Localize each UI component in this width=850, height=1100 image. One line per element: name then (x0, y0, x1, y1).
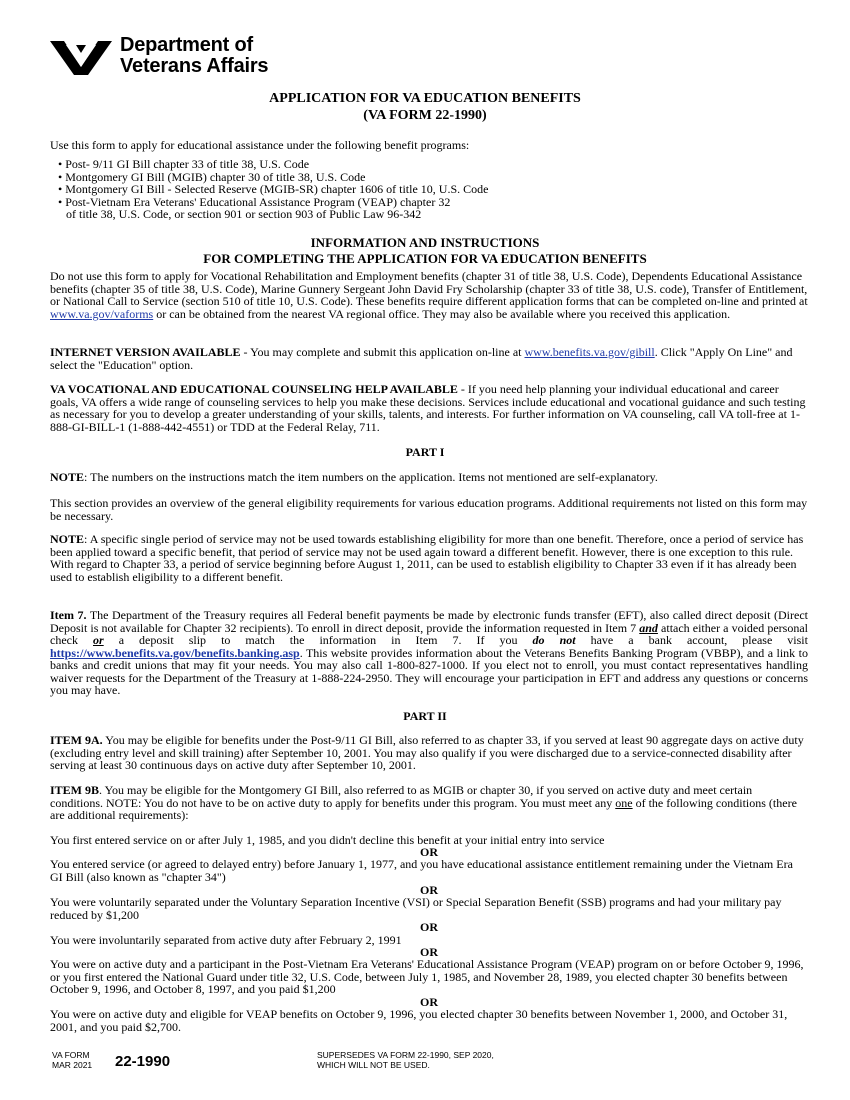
form-title: APPLICATION FOR VA EDUCATION BENEFITS (269, 91, 581, 106)
condition-item: You were voluntarily separated under the Voluntary Separation Incentive (VSI) or Special Separation Benefit (SSB) programs and had your military pay reduced by $1,200 (50, 895, 782, 922)
gibill-link[interactable]: www.benefits.va.gov/gibill (524, 345, 655, 359)
form-subtitle: (VA FORM 22-1990) (363, 108, 487, 123)
overview-paragraph: This section provides an overview of the general eligibility requirements for various education programs. Additional requirements not listed on this form may be necessary. (50, 496, 808, 523)
condition-item: You were involuntarily separated from active duty after February 2, 1991 (50, 933, 402, 947)
condition-item: You entered service (or agreed to delayed entry) before January 1, 1977, and you have educational assistance entitlement remaining under the Vietnam Era GI Bill (also known as "chapter 34") (50, 857, 793, 884)
instructions-paragraph: Do not use this form to apply for Vocational Rehabilitation and Employment benefits (chapter 31 of title 38, U.S. Code), Dependents Educational Assistance benefits (chapter 35 of title 38, U.S. Code), Marine Gunnery Sergeant John David Fry Scholarship (chapter 33 of title 38, U.S. code), Transfer of Entitlement, or National Call to Service (section 510 of title 10, U.S. Code). These benefits require different application forms that can be completed on-line and printed at www.va.gov/vaforms or can be obtained from the nearest VA regional office. They may also be available where you received this application. (50, 269, 808, 321)
org-name-line2: Veterans Affairs (120, 55, 269, 77)
or-separator: OR (420, 920, 438, 934)
or-separator: OR (420, 995, 438, 1009)
item-7-paragraph: Item 7. The Department of the Treasury requires all Federal benefit payments be made by electronic funds transfer (EFT), also called direct deposit (Direct Deposit is not available for Chapter 32 recipients). To enroll in direct deposit, provide the information requested in Item 7 and attach either a voided personal check or a deposit slip to match the information in Item 7. If you do not have a bank account, please visit https://www.benefits.va.gov/benefits.banking.asp. This website provides information about the Veterans Benefits Banking Program (VBBP), and a link to banks and credit unions that may fit your needs. You may also call 1-800-827-1000. If you elect not to enroll, you must contact representatives handling waiver requests for the Department of the Treasury at 1-888-224-2950. They will encourage your participation in EFT and address any questions or concerns you may have. (50, 608, 808, 697)
note-paragraph: NOTE: The numbers on the instructions match the item numbers on the application. Items not mentioned are self-explanatory. (50, 470, 658, 484)
org-name-line1: Department of (120, 34, 253, 56)
vaforms-link[interactable]: www.va.gov/vaforms (50, 306, 154, 321)
benefit-program-list (58, 158, 758, 221)
footer-form-number: 22-1990 (115, 1053, 171, 1070)
va-seal-icon (50, 37, 112, 77)
condition-item: You first entered service on or after July 1, 1985, and you didn't decline this benefit at your initial entry into service (50, 833, 605, 847)
footer-form-label: VA FORM MAR 2021 (52, 1050, 93, 1070)
intro-text: Use this form to apply for educational assistance under the following benefit programs: (50, 138, 470, 152)
instructions-subheading: FOR COMPLETING THE APPLICATION FOR VA EDUCATION BENEFITS (203, 251, 647, 266)
or-separator: OR (420, 945, 438, 959)
list-item: • Montgomery GI Bill (MGIB) chapter 30 of title 38, U.S. Code (58, 169, 366, 184)
banking-link[interactable]: https://www.benefits.va.gov/benefits.banking.asp (50, 645, 300, 660)
footer-supersedes: SUPERSEDES VA FORM 22-1990, SEP 2020, WHICH WILL NOT BE USED. (317, 1050, 494, 1070)
single-period-note: NOTE: A specific single period of service may not be used towards establishing eligibility for more than one benefit. Therefore, once a period of service has been applied toward a specific benefit, that period of service may not be used again toward a different benefit. However, there is one exception to this rule. With regard to Chapter 33, a period of service beginning before August 1, 2011, can be used to establish eligibility to Chapter 33 even if it has already been used to establish eligibility to a different benefit. (50, 532, 804, 584)
instructions-heading: INFORMATION AND INSTRUCTIONS (310, 235, 540, 250)
list-item: of title 38, U.S. Code, or section 901 or section 903 of Public Law 96-342 (66, 207, 422, 221)
part-2-heading: PART II (403, 709, 447, 723)
part-1-heading: PART I (405, 445, 445, 459)
item-9b-paragraph: ITEM 9B. You may be eligible for the Montgomery GI Bill, also referred to as MGIB or chapter 30, if you served on active duty and meet certain conditions. NOTE: You do not have to be on active duty to apply for benefits under this program. You must meet any one of the following conditions (there are additional requirements): (50, 783, 797, 822)
condition-item: You were on active duty and a participant in the Post-Vietnam Era Veterans' Educational Assistance Program (VEAP) program on or before October 9, 1996, or you first entered the National Guard under title 32, U.S. Code, between July 1, 1985, and November 28, 1989, you elected chapter 30 benefits between October 9, 1996, and October 8, 1997, and you paid $1,200 (50, 957, 804, 996)
va-logo (50, 35, 300, 81)
list-item: • Montgomery GI Bill - Selected Reserve (MGIB-SR) chapter 1606 of title 10, U.S. Code (58, 182, 489, 196)
internet-version-paragraph: INTERNET VERSION AVAILABLE - You may complete and submit this application on-line at www.benefits.va.gov/gibill. Click "Apply On Line" and select the "Education" option. (50, 345, 793, 372)
or-separator: OR (420, 845, 438, 859)
list-item: • Post-Vietnam Era Veterans' Educational Assistance Program (VEAP) chapter 32 (58, 194, 451, 209)
or-separator: OR (420, 883, 438, 897)
counseling-paragraph: VA VOCATIONAL AND EDUCATIONAL COUNSELING HELP AVAILABLE - If you need help planning your individual educational and career goals, VA offers a wide range of counseling services to help you make these decisions. Services include educational and vocational guidance and such testing as necessary for you to develop a greater understanding of your skills, talents, and interests. For further information on VA counseling, call VA toll-free at 1-888-GI-BILL-1 (1-888-442-4551) or TDD at the Federal Relay, 711. (50, 382, 806, 434)
item-9a-paragraph: ITEM 9A. You may be eligible for benefits under the Post-9/11 GI Bill, also referred to as chapter 33, if you served at least 90 aggregate days on active duty (excluding entry level and skill training) after September 10, 2001. You may also qualify if you were discharged due to a service-connected disability after serving at least 30 continuous days on active duty after September 10, 2001. (50, 733, 804, 772)
list-item: • Post- 9/11 GI Bill chapter 33 of title 38, U.S. Code (58, 157, 310, 171)
condition-item: You were on active duty and eligible for VEAP benefits on October 9, 1996, you elected chapter 30 benefits between November 1, 2000, and October 31, 2001, and you paid $2,700. (50, 1007, 788, 1034)
